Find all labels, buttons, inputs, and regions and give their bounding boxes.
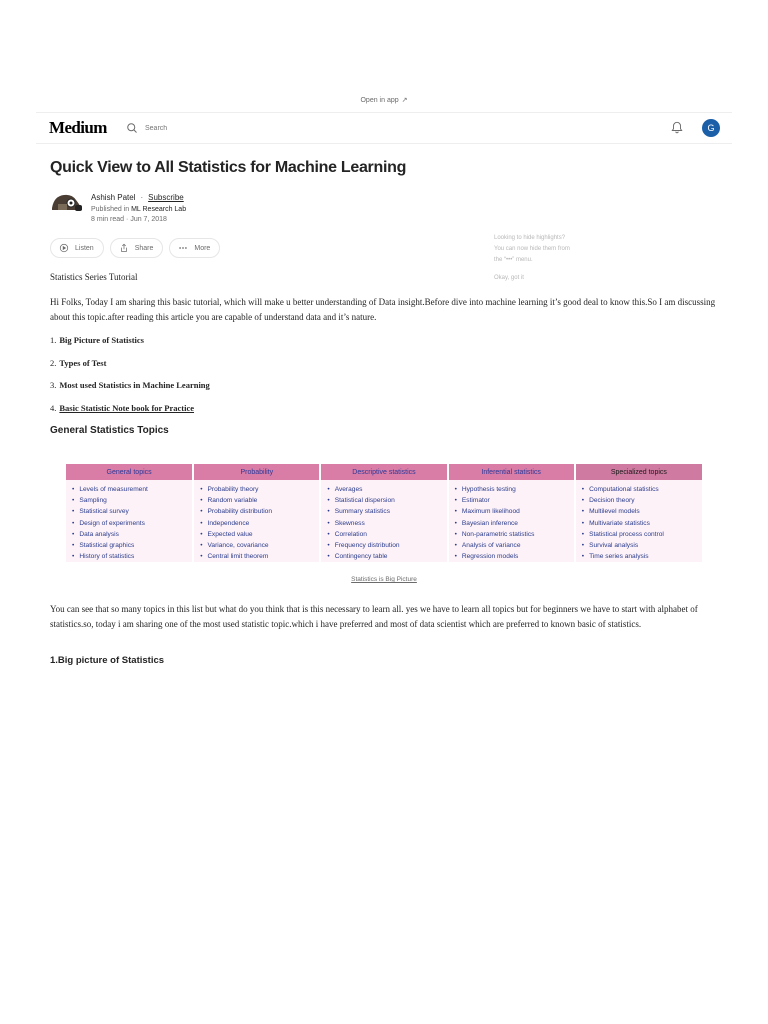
toc-item: 4. Basic Statistic Note book for Practice bbox=[50, 402, 195, 413]
table-of-contents bbox=[50, 335, 210, 425]
author-name[interactable]: Ashish Patel bbox=[91, 193, 136, 202]
topic-item: • Sampling bbox=[72, 495, 192, 506]
read-time: 8 min read bbox=[91, 216, 125, 223]
hide-highlights-tooltip bbox=[494, 233, 570, 284]
toc-item: 2. Types of Test bbox=[50, 357, 107, 368]
listen-label: Listen bbox=[75, 244, 94, 252]
topic-item: • Random variable bbox=[200, 495, 319, 506]
author-byline bbox=[91, 193, 184, 202]
toc-item-text: Types of Test bbox=[59, 357, 107, 368]
notifications-bell-icon[interactable] bbox=[670, 120, 684, 134]
topic-column bbox=[448, 480, 575, 562]
tooltip-ok-button[interactable]: Okay, got it bbox=[494, 275, 524, 281]
play-circle-icon bbox=[59, 243, 69, 253]
toc-item: 3. Most used Statistics in Machine Learning bbox=[50, 380, 210, 390]
topic-list bbox=[200, 484, 319, 562]
topic-item: • Analysis of variance bbox=[455, 540, 574, 551]
published-in-label: Published in bbox=[91, 206, 130, 213]
topic-item: • History of statistics bbox=[72, 551, 192, 562]
topic-item: • Levels of measurement bbox=[72, 484, 192, 495]
topic-list bbox=[455, 484, 574, 562]
topic-item: • Multilevel models bbox=[582, 506, 702, 517]
publish-date: Jun 7, 2018 bbox=[130, 216, 167, 223]
open-in-app-label: Open in app bbox=[360, 97, 399, 104]
user-avatar[interactable]: G bbox=[702, 119, 720, 137]
article-title: Quick View to All Statistics for Machine Learning bbox=[50, 159, 407, 176]
column-header: Specialized topics bbox=[575, 464, 702, 480]
notebook-link[interactable]: Basic Statistic Note book for Practice bbox=[59, 402, 195, 413]
search-icon bbox=[126, 122, 138, 134]
publication-link[interactable]: ML Research Lab bbox=[131, 206, 187, 213]
toc-item-text: Most used Statistics in Machine Learning bbox=[59, 380, 210, 390]
topic-item: • Decision theory bbox=[582, 495, 702, 506]
topic-column bbox=[575, 480, 702, 562]
topic-column bbox=[193, 480, 320, 562]
share-label: Share bbox=[134, 244, 154, 252]
topic-column bbox=[320, 480, 447, 562]
topic-item: • Statistical process control bbox=[582, 529, 702, 540]
search-input[interactable] bbox=[145, 125, 225, 132]
topic-list bbox=[327, 484, 446, 562]
topic-list bbox=[72, 484, 192, 562]
column-header: General topics bbox=[66, 464, 193, 480]
topic-item: • Frequency distribution bbox=[327, 540, 446, 551]
external-arrow-icon: ↗ bbox=[401, 97, 408, 104]
topic-item: • Design of experiments bbox=[72, 518, 192, 529]
topic-item: • Probability theory bbox=[200, 484, 319, 495]
subscribe-link[interactable]: Subscribe bbox=[148, 193, 184, 202]
publication-line bbox=[91, 206, 186, 213]
open-in-app-link[interactable] bbox=[0, 96, 768, 104]
topic-list bbox=[582, 484, 702, 562]
more-dots-icon bbox=[178, 243, 188, 253]
toc-item: 1. Big Picture of Statistics bbox=[50, 335, 144, 345]
topic-item: • Maximum likelihood bbox=[455, 506, 574, 517]
article-meta bbox=[91, 216, 167, 223]
topic-item: • Time series analysis bbox=[582, 551, 702, 562]
topic-item: • Skewness bbox=[327, 518, 446, 529]
toc-item-text: Big Picture of Statistics bbox=[59, 335, 144, 345]
statistics-topics-figure bbox=[66, 464, 702, 566]
column-header: Descriptive statistics bbox=[320, 464, 447, 480]
share-icon bbox=[119, 243, 129, 253]
topic-column bbox=[66, 480, 193, 562]
search-box[interactable] bbox=[126, 121, 225, 135]
column-header: Inferential statistics bbox=[448, 464, 575, 480]
topic-item: • Statistical graphics bbox=[72, 540, 192, 551]
topic-item: • Computational statistics bbox=[582, 484, 702, 495]
column-header: Probability bbox=[193, 464, 320, 480]
topic-item: • Non-parametric statistics bbox=[455, 529, 574, 540]
topic-item: • Data analysis bbox=[72, 529, 192, 540]
intro-paragraph: Hi Folks, Today I am sharing this basic tutorial, which will make u better understanding of Data insight.Before dive into machine learning it’s good deal to know this.So I am discussing about this topic.after reading this article you are capable of understand data and it’s nature. bbox=[50, 297, 716, 322]
separator-dot: · bbox=[124, 216, 131, 223]
article-actions bbox=[50, 238, 220, 258]
topic-item: • Statistical dispersion bbox=[327, 495, 446, 506]
topic-item: • Contingency table bbox=[327, 551, 446, 562]
section-heading-general: General Statistics Topics bbox=[50, 425, 169, 436]
series-label: Statistics Series Tutorial bbox=[50, 272, 138, 282]
body-paragraph: You can see that so many topics in this list but what do you think that is this necessary to learn all. yes we have to learn all topics but for beginners we have to start with alphabet of statistics.so, today i am sharing one of the most used statistic topic.which i have preferred and most of data scientist which are preferred to known basic of statistics. bbox=[50, 604, 698, 629]
section-heading-big-picture: 1.Big picture of Statistics bbox=[50, 655, 165, 666]
topics-table bbox=[66, 464, 702, 562]
topic-item: • Probability distribution bbox=[200, 506, 319, 517]
separator-dot: · bbox=[140, 193, 144, 202]
topic-item: • Summary statistics bbox=[327, 506, 446, 517]
topic-item: • Multivariate statistics bbox=[582, 518, 702, 529]
topic-item: • Correlation bbox=[327, 529, 446, 540]
tooltip-line-3: the “•••” menu. bbox=[494, 257, 533, 263]
share-button[interactable] bbox=[110, 238, 164, 258]
more-button[interactable] bbox=[169, 238, 220, 258]
topic-item: • Central limit theorem bbox=[200, 551, 319, 562]
listen-button[interactable] bbox=[50, 238, 104, 258]
topic-item: • Estimator bbox=[455, 495, 574, 506]
tooltip-line-1: Looking to hide highlights? bbox=[494, 235, 566, 241]
medium-logo[interactable]: Medium bbox=[49, 118, 107, 137]
topic-item: • Statistical survey bbox=[72, 506, 192, 517]
figure-caption[interactable]: Statistics is Big Picture bbox=[351, 576, 417, 583]
topic-item: • Variance, covariance bbox=[200, 540, 319, 551]
topic-item: • Hypothesis testing bbox=[455, 484, 574, 495]
top-navigation-bar bbox=[36, 112, 732, 144]
topic-item: • Regression models bbox=[455, 551, 574, 562]
topic-item: • Independence bbox=[200, 518, 319, 529]
topic-item: • Expected value bbox=[200, 529, 319, 540]
tooltip-line-2: You can now hide them from bbox=[494, 246, 570, 252]
topic-item: • Bayesian inference bbox=[455, 518, 574, 529]
topic-item: • Survival analysis bbox=[582, 540, 702, 551]
more-label: More bbox=[194, 244, 211, 252]
author-avatar[interactable] bbox=[50, 190, 84, 216]
topic-item: • Averages bbox=[327, 484, 446, 495]
